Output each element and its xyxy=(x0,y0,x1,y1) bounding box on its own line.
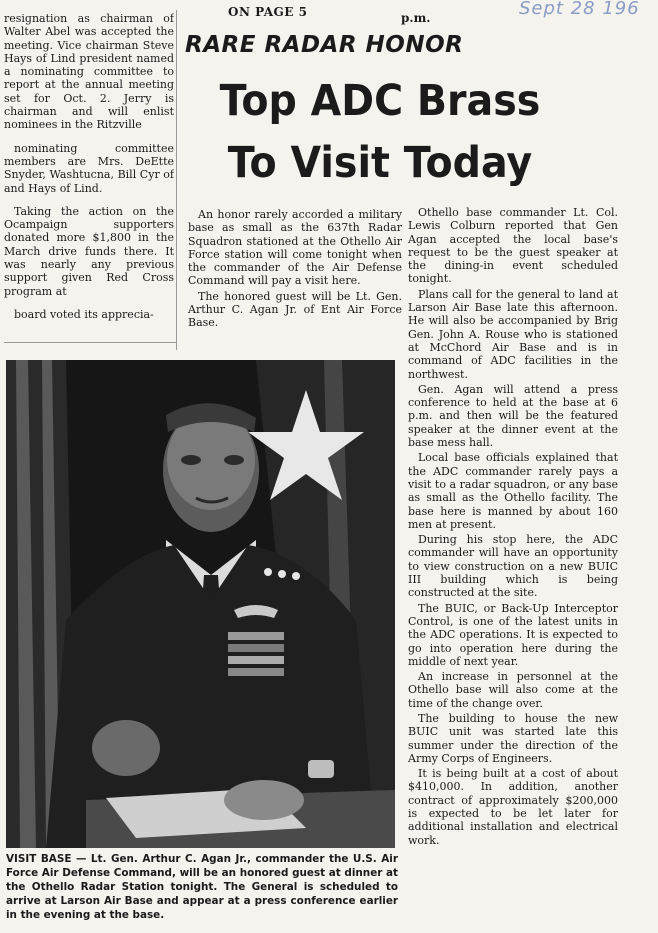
handwritten-date: Sept 28 196 xyxy=(519,0,640,19)
edition-marker: p.m. xyxy=(401,11,431,25)
portrait-illustration xyxy=(6,360,395,848)
page-marker: ON PAGE 5 xyxy=(228,5,308,19)
headline-line-2: To Visit Today xyxy=(227,138,533,188)
article-paragraph: The building to house the new BUIC unit was started late this summer under the direction of the Army Corps of Engineers. xyxy=(408,711,618,765)
article-column-right xyxy=(408,206,618,849)
left-paragraph: Taking the action on the Ocampaign supporters donated more $1,800 in the March drive funds there. It was nearly any previous support given Red Cross program at xyxy=(4,204,174,298)
left-paragraph: resignation as chairman of Walter Abel was accepted the meeting. Vice chairman Steve Hays of Lind president named a nominating committee to report at the annual meeting set for Oct. 2. Jerry is chairman and will enlist nominees in the Ritzville xyxy=(4,12,174,132)
column-divider xyxy=(176,10,177,350)
left-paragraph: board voted its apprecia- xyxy=(14,307,154,321)
article-paragraph: The honored guest will be Lt. Gen. Arthur C. Agan Jr. of Ent Air Force Base. xyxy=(188,289,402,330)
left-paragraph: nominating committee members are Mrs. DeEtte Snyder, Washtucna, Bill Cyr of and Hays of Lind. xyxy=(4,141,174,195)
article-paragraph: Plans call for the general to land at Larson Air Base late this afternoon. He will also be accompanied by Brig Gen. John A. Rouse who is stationed at McChord Air Base and is in command of ADC facilities in the northwest. xyxy=(408,287,618,381)
column-divider xyxy=(4,342,176,343)
article-paragraph: Gen. Agan will attend a press conference to held at the base at 6 p.m. and then will be the featured speaker at the dinner event at the base mess hall. xyxy=(408,382,618,450)
article-paragraph: It is being built at a cost of about $410,000. In addition, another contract of approximately $200,000 is expected to be let later for additional installation and electrical work. xyxy=(408,767,618,847)
article-paragraph: During his stop here, the ADC commander will have an opportunity to view construction on a new BUIC III building which is being constructed at the site. xyxy=(408,533,618,600)
left-column-article xyxy=(4,12,174,323)
photo-caption: VISIT BASE — Lt. Gen. Arthur C. Agan Jr., commander the U.S. Air Force Air Defense Command, will be an honored guest at dinner at the Othello Radar Station tonight. The General is scheduled to arrive at Larson Air Base and appear at a press conference earlier in the evening at the base. xyxy=(6,853,398,921)
article-paragraph: Othello base commander Lt. Col. Lewis Colburn reported that Gen Agan accepted the local base's request to be the guest speaker at the dining-in event scheduled tonight. xyxy=(408,206,618,286)
general-portrait-photo xyxy=(6,360,395,848)
article-column-middle xyxy=(188,208,402,332)
headline-line-1: Top ADC Brass xyxy=(219,76,541,126)
article-paragraph: Local base officials explained that the ADC commander rarely pays a visit to a radar squadron, or any base as small as the Othello facility. The base here is manned by about 160 men at present. xyxy=(408,451,618,531)
article-paragraph: An honor rarely accorded a military base as small as the 637th Radar Squadron stationed at the Othello Air Force station will come tonight when the commander of the Air Defense Command will pay a visit here. xyxy=(188,208,402,288)
article-kicker: RARE RADAR HONOR xyxy=(185,32,464,58)
article-paragraph: An increase in personnel at the Othello base will also come at the time of the change over. xyxy=(408,670,618,710)
article-paragraph: The BUIC, or Back-Up Interceptor Control, is one of the latest units in the ADC operations. It is expected to go into operation here during the middle of next year. xyxy=(408,601,618,668)
